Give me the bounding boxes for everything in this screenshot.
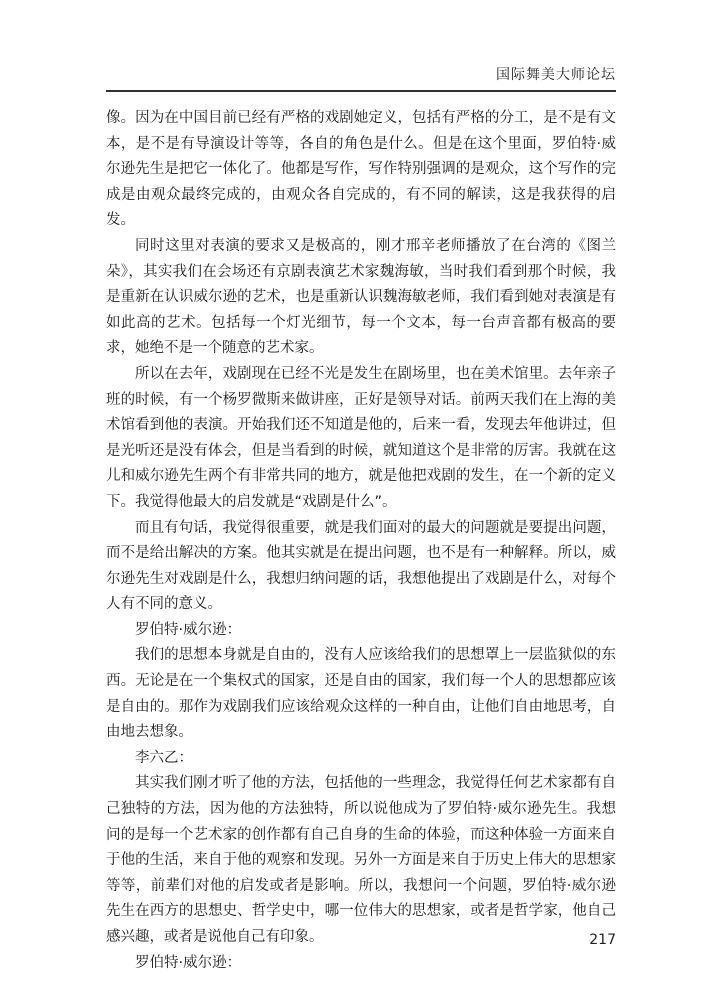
paragraph: 而且有句话，我觉得很重要，就是我们面对的最大的问题就是要提出问题，而不是给出解决的方案。他其实就是在提出问题，也不是有一种解释。所以，威尔逊先生对戏剧是什么，我想归纳问题的话，我想他提出了戏剧是什么，对每个人有不同的意义。 bbox=[106, 519, 616, 613]
paragraph: 其实我们刚才听了他的方法，包括他的一些理念，我觉得任何艺术家都有自己独特的方法，因为他的方法独特，所以说他成为了罗伯特·威尔逊先生。我想问的是每一个艺术家的创作都有自己自身的生命的体验，而这种体验一方面来自于他的生活，来自于他的观察和发现。另外一方面是来自于历史上伟大的思想家等等，前辈们对他的启发或者是影响。所以，我想问一个问题，罗伯特·威尔逊先生在西方的思想史、哲学史中，哪一位伟大的思想家，或者是哲学家，他自己感兴趣，或者是说他自己有印象。 bbox=[106, 775, 616, 945]
page-body bbox=[106, 106, 616, 976]
speaker-label: 罗伯特·威尔逊： bbox=[135, 954, 242, 971]
header-rule bbox=[106, 90, 616, 92]
speaker-label: 罗伯特·威尔逊： bbox=[135, 621, 242, 638]
paragraph: 同时这里对表演的要求又是极高的，刚才邢辛老师播放了在台湾的《图兰朵》，其实我们在会场还有京剧表演艺术家魏海敏，当时我们看到那个时候，我是重新在认识威尔逊的艺术，也是重新认识魏海敏老师，我们看到她对表演是有如此高的艺术。包括每一个灯光细节，每一个文本，每一台声音都有极高的要求，她绝不是一个随意的艺术家。 bbox=[106, 237, 616, 357]
page-number: 217 bbox=[589, 932, 616, 948]
running-header: 国际舞美大师论坛 bbox=[496, 67, 616, 83]
paragraph-continued: 像。因为在中国目前已经有严格的戏剧她定义，包括有严格的分工，是不是有文本，是不是有导演设计等等，各自的角色是什么。但是在这个里面，罗伯特·威尔逊先生是把它一体化了。他都是写作，写作特别强调的是观众，这个写作的完成是由观众最终完成的，由观众各自完成的，有不同的解读，这是我获得的启发。 bbox=[106, 110, 616, 229]
paragraph: 我们的思想本身就是自由的，没有人应该给我们的思想罩上一层监狱似的东西。无论是在一个集权式的国家，还是自由的国家，我们每一个人的思想都应该是自由的。那作为戏剧我们应该给观众这样的一种自由，让他们自由地思考，自由地去想象。 bbox=[106, 647, 616, 741]
speaker-label: 李六乙： bbox=[135, 749, 193, 766]
paragraph: 所以在去年，戏剧现在已经不光是发生在剧场里，也在美术馆里。去年亲子班的时候，有一个杨罗微斯来做讲座，正好是领导对话。前两天我们在上海的美术馆看到他的表演。开始我们还不知道是他的，后来一看，发现去年他讲过，但是光听还是没有体会，但是当看到的时候，就知道这个是非常的厉害。我就在这儿和威尔逊先生两个有非常共同的地方，就是他把戏剧的发生，在一个新的定义下。我觉得他最大的启发就是“戏剧是什么”。 bbox=[106, 365, 616, 510]
